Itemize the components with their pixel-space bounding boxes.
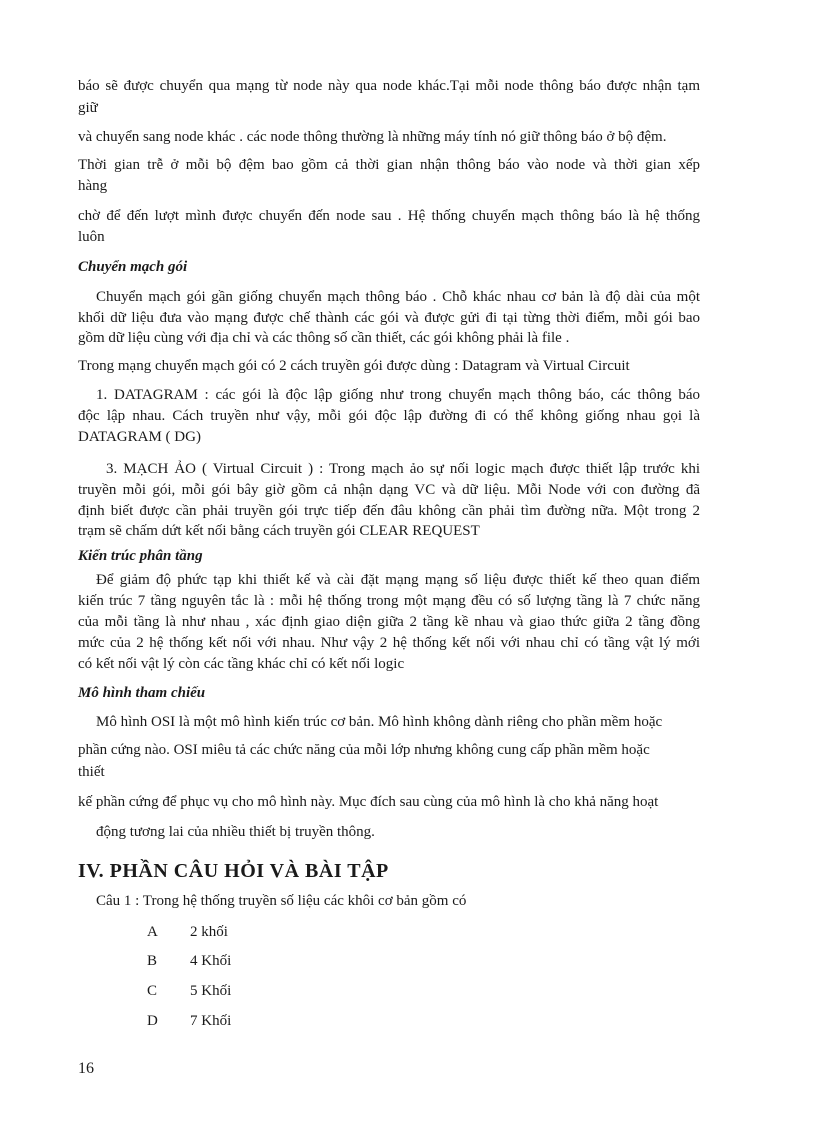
intro-line: giữ <box>78 100 98 116</box>
page-number: 16 <box>78 1060 94 1077</box>
reference-model-line: phần cứng nào. OSI miêu tả các chức năng của mỗi lớp nhưng không cung cấp phần mềm hoặc <box>78 742 650 758</box>
layered-architecture-line: của mỗi tầng là như nhau , xác định giao diện giữa 2 tầng kề nhau và giao thức giữa 2 tầng đồng <box>78 614 700 630</box>
virtual-circuit-line: trạm sẽ chấm dứt kết nối bằng cách truyền gói CLEAR REQUEST <box>78 523 480 539</box>
option-text: 4 Khối <box>190 953 232 969</box>
packet-switching-heading: Chuyển mạch gói <box>78 259 188 275</box>
reference-model-line: động tương lai của nhiều thiết bị truyền thông. <box>96 824 375 840</box>
datagram-line: độc lập nhau. Cách truyền như vậy, mỗi gói độc lập đường đi có thể không giống nhau gọi là <box>78 408 700 424</box>
option-text: 5 Khối <box>190 983 232 999</box>
option-letter: B <box>147 953 158 969</box>
intro-line: chờ để đến lượt mình được chuyển đến node sau . Hệ thống chuyển mạch thông báo là hệ thống <box>78 208 700 224</box>
virtual-circuit-line: định biết được cần phải truyền gói trực tiếp đến đâu không cần phải tìm đường nữa. Một trong 2 <box>78 503 700 519</box>
option-letter: D <box>147 1013 158 1029</box>
intro-line: luôn <box>78 229 105 245</box>
option-letter: A <box>147 924 158 940</box>
option-text: 2 khối <box>190 924 228 940</box>
layered-architecture-line: Để giảm độ phức tạp khi thiết kế và cài đặt mạng mạng số liệu được thiết kế theo quan điểm <box>96 572 700 588</box>
packet-switching-line: khối dữ liệu đưa vào mạng được chế thành các gói và được gửi đi tại từng thời điểm, mỗi gói bao <box>78 310 700 326</box>
layered-architecture-line: có kết nối vật lý còn các tầng khác chỉ có kết nối logic <box>78 656 405 672</box>
packet-switching-line: gồm dữ liệu cùng với địa chỉ và các thông số cần thiết, các gói không phải là file . <box>78 330 570 346</box>
intro-line: Thời gian trễ ở mỗi bộ đệm bao gồm cả thời gian nhận thông báo vào node và thời gian xếp <box>78 157 700 173</box>
virtual-circuit-line: truyền mỗi gói, mỗi gói bây giờ gồm cả nhận dạng VC và dữ liệu. Mỗi Node với con đường đã <box>78 482 700 498</box>
layered-architecture-line: mức của 2 hệ thống kết nối với nhau. Như vậy 2 hệ thống kết nối với nhau chỉ có tầng vật lý mới <box>78 635 700 651</box>
intro-line: báo sẽ được chuyển qua mạng từ node này qua node khác.Tại mỗi node thông báo được nhận tạm <box>78 78 700 94</box>
option-text: 7 Khối <box>190 1013 232 1029</box>
reference-model-line: thiết <box>78 764 105 780</box>
reference-model-heading: Mô hình tham chiếu <box>78 685 206 701</box>
layered-architecture-heading: Kiến trúc phân tầng <box>78 548 203 564</box>
virtual-circuit-line: 3. MẠCH ẢO ( Virtual Circuit ) : Trong mạch ảo sự nối logic mạch được thiết lập trước khi <box>106 461 700 477</box>
intro-line: hàng <box>78 178 108 194</box>
layered-architecture-line: kiến trúc 7 tầng nguyên tắc là : mỗi hệ thống trong một mạng đều có số lượng tầng là 7 chức năng <box>78 593 700 609</box>
reference-model-line: kế phần cứng để phục vụ cho mô hình này. Mục đích sau cùng của mô hình là cho khả năng hoạt <box>78 794 659 810</box>
datagram-line: DATAGRAM ( DG) <box>78 429 201 445</box>
reference-model-line: Mô hình OSI là một mô hình kiến trúc cơ bản. Mô hình không dành riêng cho phần mềm hoặc <box>96 714 663 730</box>
section-title: IV. PHẦN CÂU HỎI VÀ BÀI TẬP <box>78 860 389 882</box>
packet-switching-line: Chuyển mạch gói gần giống chuyển mạch thông báo . Chỗ khác nhau cơ bản là độ dài của một <box>96 289 700 305</box>
intro-line: và chuyển sang node khác . các node thông thường là những máy tính nó giữ thông báo ở bộ đệm. <box>78 129 667 145</box>
question-1-text: Câu 1 : Trong hệ thống truyền số liệu các khôi cơ bản gồm có <box>96 893 467 909</box>
packet-switching-line: Trong mạng chuyển mạch gói có 2 cách truyền gói được dùng : Datagram và Virtual Circuit <box>78 358 630 374</box>
option-letter: C <box>147 983 158 999</box>
datagram-line: 1. DATAGRAM : các gói là độc lập giống như trong chuyển mạch thông báo, các thông báo <box>96 387 700 403</box>
